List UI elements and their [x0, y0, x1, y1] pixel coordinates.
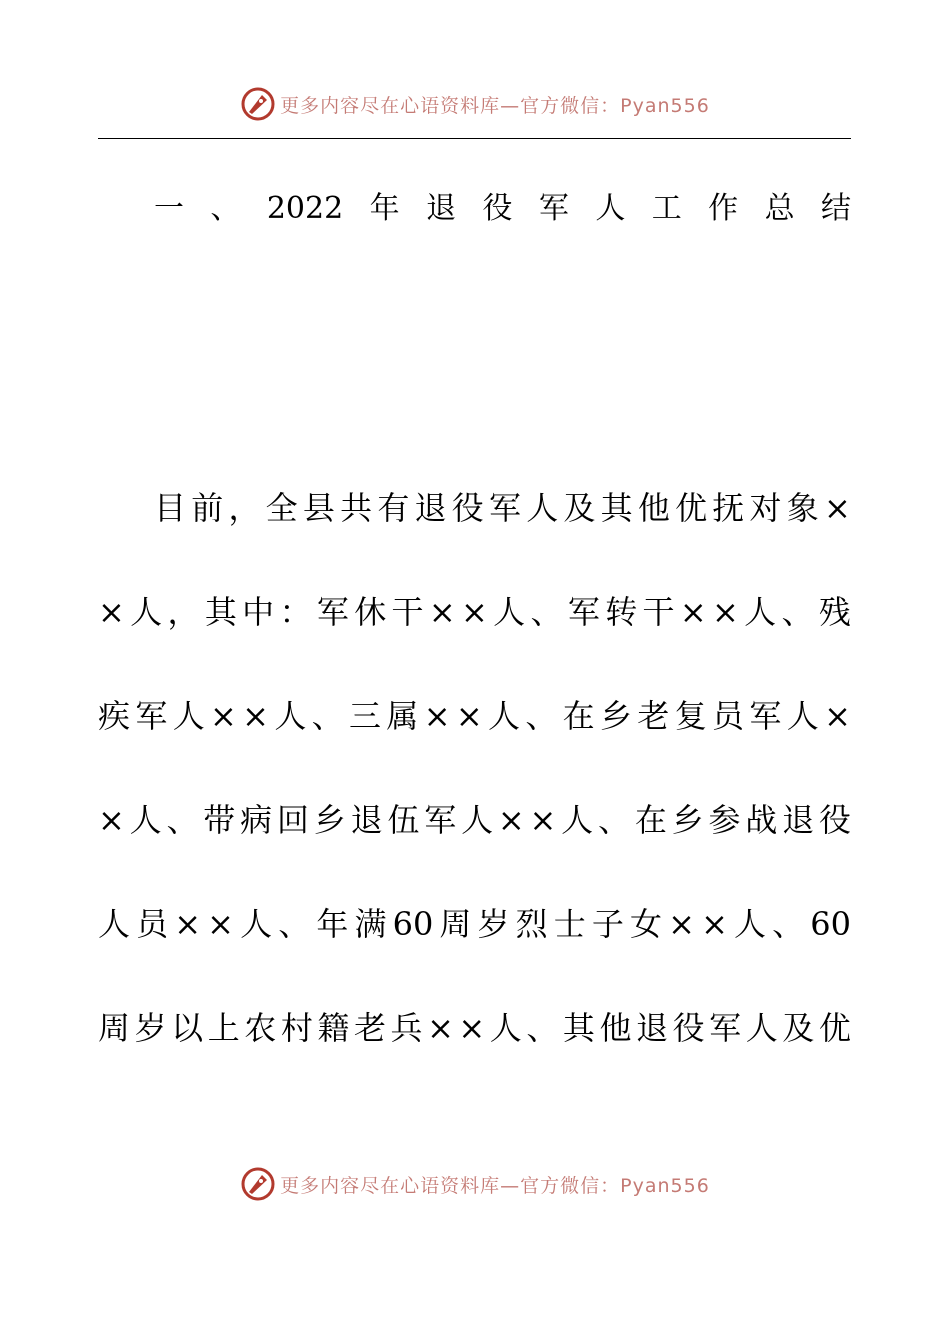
line-glyph: 、 [526, 1009, 559, 1047]
line-glyph: 对 [749, 489, 782, 527]
line-glyph: 军 [488, 489, 521, 527]
line-glyph: × [242, 697, 269, 735]
header-watermark [0, 82, 950, 126]
line-glyph: 前 [191, 489, 224, 527]
line-glyph: 役 [451, 489, 484, 527]
line-glyph: 役 [672, 1009, 705, 1047]
line-glyph: × [497, 801, 525, 839]
line-glyph: 老 [637, 697, 670, 735]
line-glyph: 役 [818, 801, 851, 839]
line-glyph: × [461, 593, 488, 631]
line-glyph: × [679, 593, 707, 631]
line-glyph: 乡 [600, 697, 633, 735]
line-glyph: 其 [600, 489, 633, 527]
title-glyph: 、 [210, 191, 241, 226]
paragraph-line [98, 692, 851, 796]
line-glyph: × [458, 1009, 486, 1047]
pen-nib-logo-icon [240, 1166, 276, 1202]
line-glyph: 伍 [387, 801, 420, 839]
line-glyph: 优 [818, 1009, 851, 1047]
document-title [98, 186, 851, 232]
line-glyph: × [427, 1009, 454, 1047]
line-glyph: 干 [642, 593, 675, 631]
title-glyph: 军 [538, 191, 569, 226]
title-glyph: 年 [369, 191, 400, 226]
line-glyph: 、 [525, 697, 558, 735]
line-glyph: ： [279, 593, 312, 631]
line-glyph: 岁 [134, 1009, 167, 1047]
line-glyph: 人 [734, 905, 767, 943]
line-glyph: 其 [204, 593, 237, 631]
line-glyph: 以 [171, 1009, 204, 1047]
line-glyph: 员 [136, 905, 169, 943]
line-glyph: 乡 [671, 801, 704, 839]
title-glyph: 役 [482, 191, 513, 226]
line-glyph: 全 [265, 489, 298, 527]
line-glyph: 其 [562, 1009, 595, 1047]
line-glyph: 目 [154, 489, 187, 527]
line-glyph: 抚 [712, 489, 745, 527]
line-glyph: 、 [278, 905, 311, 943]
header-rule [98, 138, 851, 139]
line-glyph: × [98, 593, 125, 631]
line-glyph: 人 [561, 801, 594, 839]
title-glyph: 2022 [266, 191, 344, 226]
line-glyph: 军 [424, 801, 457, 839]
line-glyph: 、 [781, 593, 814, 631]
line-glyph: × [423, 697, 451, 735]
line-glyph: 、 [311, 697, 344, 735]
line-glyph: 士 [553, 905, 586, 943]
line-glyph: 三 [349, 697, 382, 735]
line-glyph: 军 [749, 697, 782, 735]
line-glyph: 、 [597, 801, 630, 839]
paragraph-line [98, 900, 851, 1004]
line-glyph: × [174, 905, 202, 943]
line-glyph: 老 [353, 1009, 386, 1047]
line-glyph: 农 [244, 1009, 277, 1047]
paragraph-line [98, 796, 851, 900]
line-glyph: 及 [563, 489, 596, 527]
line-glyph: 带 [203, 801, 236, 839]
line-glyph: 村 [280, 1009, 313, 1047]
line-glyph: 乡 [313, 801, 346, 839]
line-glyph: 优 [675, 489, 708, 527]
line-glyph: 休 [354, 593, 387, 631]
line-glyph: 干 [391, 593, 424, 631]
line-glyph: × [668, 905, 695, 943]
line-glyph: 县 [302, 489, 335, 527]
line-glyph: 退 [414, 489, 447, 527]
line-glyph: 女 [630, 905, 663, 943]
line-glyph: 疾 [98, 697, 131, 735]
line-glyph: 军 [567, 593, 600, 631]
line-glyph: 退 [636, 1009, 669, 1047]
line-glyph: × [712, 593, 739, 631]
line-glyph: 病 [240, 801, 273, 839]
line-glyph: 人 [461, 801, 494, 839]
line-glyph: 退 [350, 801, 383, 839]
title-glyph: 一 [154, 191, 184, 226]
line-glyph: 人 [274, 697, 307, 735]
line-glyph: × [428, 593, 456, 631]
line-glyph: 兵 [390, 1009, 423, 1047]
line-glyph: 员 [712, 697, 745, 735]
line-glyph: 人 [172, 697, 205, 735]
line-glyph: 人 [493, 593, 526, 631]
body-paragraph [98, 484, 851, 1108]
line-glyph: × [529, 801, 557, 839]
line-glyph: 岁 [477, 905, 510, 943]
line-glyph: 战 [745, 801, 778, 839]
line-glyph: 在 [562, 697, 595, 735]
line-glyph: 人 [98, 905, 131, 943]
line-glyph: 残 [818, 593, 851, 631]
title-glyph: 工 [651, 191, 682, 226]
paragraph-line [98, 484, 851, 588]
line-glyph: 、 [166, 801, 199, 839]
line-glyph: 回 [276, 801, 309, 839]
line-glyph: ， [167, 593, 200, 631]
watermark-text: 更多内容尽在心语资料库—官方微信：Pyan556 [280, 94, 710, 117]
paragraph-line [98, 588, 851, 692]
pen-nib-logo-icon [240, 86, 276, 122]
footer-watermark [0, 1162, 950, 1206]
line-glyph: × [98, 801, 125, 839]
line-glyph: × [210, 697, 237, 735]
line-glyph: 周 [439, 905, 472, 943]
line-glyph: 、 [772, 905, 805, 943]
line-glyph: 军 [316, 593, 349, 631]
line-glyph: × [207, 905, 234, 943]
line-glyph: 有 [377, 489, 410, 527]
line-glyph: 人 [129, 801, 162, 839]
line-glyph: 60 [392, 905, 434, 943]
line-glyph: 年 [316, 905, 349, 943]
line-glyph: × [701, 905, 728, 943]
title-glyph: 总 [764, 191, 795, 226]
line-glyph: 周 [98, 1009, 131, 1047]
title-glyph: 人 [595, 191, 626, 226]
line-glyph: 、 [530, 593, 563, 631]
line-glyph: ， [228, 489, 261, 527]
title-glyph: 结 [821, 191, 851, 226]
paragraph-line [98, 1004, 851, 1108]
line-glyph: × [823, 489, 851, 527]
line-glyph: 子 [591, 905, 624, 943]
line-glyph: 人 [745, 1009, 778, 1047]
line-glyph: 人 [786, 697, 819, 735]
line-glyph: 人 [240, 905, 273, 943]
line-glyph: 烈 [515, 905, 548, 943]
line-glyph: 属 [386, 697, 419, 735]
line-glyph: 他 [599, 1009, 632, 1047]
line-glyph: 复 [674, 697, 707, 735]
line-glyph: 象 [786, 489, 819, 527]
line-glyph: 人 [489, 1009, 522, 1047]
line-glyph: 满 [354, 905, 387, 943]
line-glyph: 他 [637, 489, 670, 527]
line-glyph: 人 [130, 593, 163, 631]
line-glyph: × [824, 697, 851, 735]
line-glyph: 60 [810, 905, 851, 943]
line-glyph: 及 [782, 1009, 815, 1047]
line-glyph: 在 [634, 801, 667, 839]
line-glyph: 人 [744, 593, 777, 631]
line-glyph: × [455, 697, 483, 735]
line-glyph: 籍 [317, 1009, 350, 1047]
line-glyph: 参 [708, 801, 741, 839]
title-glyph: 作 [708, 191, 739, 226]
watermark-text: 更多内容尽在心语资料库—官方微信：Pyan556 [280, 1174, 710, 1197]
line-glyph: 退 [782, 801, 815, 839]
line-glyph: 转 [605, 593, 638, 631]
line-glyph: 军 [709, 1009, 742, 1047]
line-glyph: 上 [207, 1009, 240, 1047]
line-glyph: 中 [242, 593, 275, 631]
line-glyph: 共 [340, 489, 373, 527]
title-glyph: 退 [426, 191, 457, 226]
line-glyph: 人 [487, 697, 520, 735]
line-glyph: 人 [526, 489, 559, 527]
line-glyph: 军 [135, 697, 168, 735]
